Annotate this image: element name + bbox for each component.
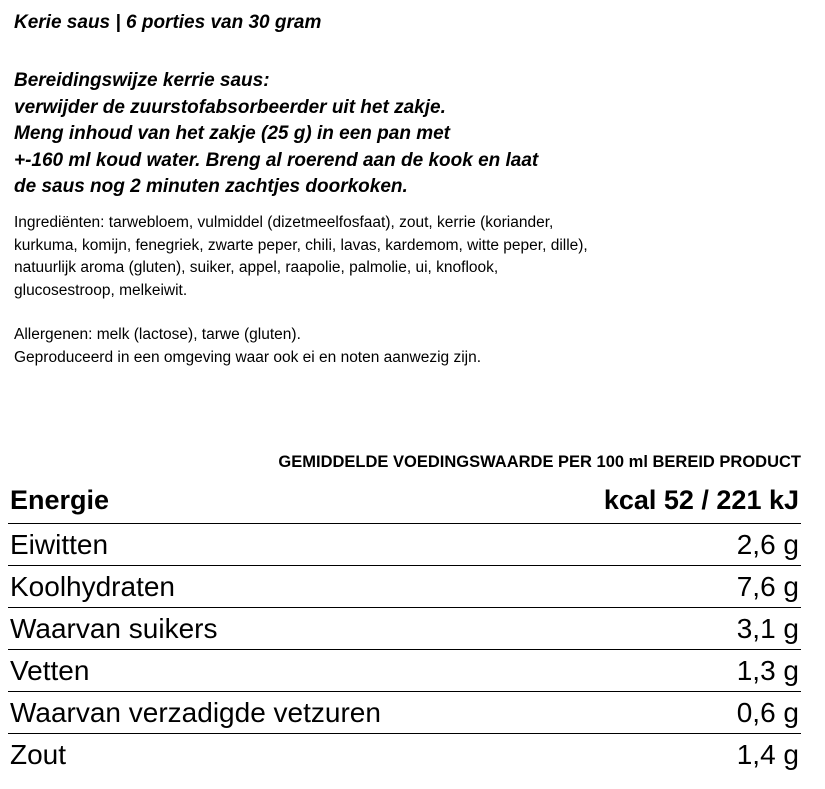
nutrition-header: GEMIDDELDE VOEDINGSWAARDE PER 100 ml BEREID PRODUCT xyxy=(278,453,801,471)
nutrition-label: Waarvan suikers xyxy=(10,612,218,644)
ingredients-line: Ingrediënten: tarwebloem, vulmiddel (dizetmeelfosfaat), zout, kerrie (koriander, xyxy=(14,214,554,231)
nutrition-value: 1,4 g xyxy=(736,739,799,770)
ingredients-line: natuurlijk aroma (gluten), suiker, appel, raapolie, palmolie, ui, knoflook, xyxy=(14,259,499,276)
ingredients-list xyxy=(14,212,588,302)
ingredients-line: kurkuma, komijn, fenegriek, zwarte peper, chili, lavas, kardemom, witte peper, dille), xyxy=(14,236,588,254)
preparation-line: Bereidingswijze kerrie saus: xyxy=(14,70,270,91)
nutrition-label: Koolhydraten xyxy=(10,570,176,602)
nutrition-row-salt xyxy=(8,734,801,776)
nutrition-table xyxy=(8,478,801,776)
preparation-line: verwijder de zuurstofabsorbeerder uit het zakje. xyxy=(14,96,446,118)
nutrition-row-fats xyxy=(8,650,801,692)
allergens-line: Allergenen: melk (lactose), tarwe (gluten). xyxy=(14,326,301,343)
preparation-line: Meng inhoud van het zakje (25 g) in een pan met xyxy=(14,123,451,144)
nutrition-value: 3,1 g xyxy=(736,612,799,644)
product-title: Kerie saus | 6 porties van 30 gram xyxy=(14,12,322,33)
allergens-info xyxy=(14,324,481,369)
allergens-line: Geproduceerd in een omgeving waar ook ei en noten aanwezig zijn. xyxy=(14,348,482,366)
nutrition-row-carbohydrates xyxy=(8,566,801,608)
nutrition-value: 0,6 g xyxy=(736,696,799,728)
nutrition-label: Eiwitten xyxy=(10,528,109,560)
nutrition-label: Vetten xyxy=(10,654,90,686)
nutrition-row-sugars xyxy=(8,608,801,650)
nutrition-label: Zout xyxy=(10,739,67,770)
nutrition-row-saturated-fats xyxy=(8,692,801,734)
preparation-line: de saus nog 2 minuten zachtjes doorkoken. xyxy=(14,176,408,197)
preparation-instructions xyxy=(14,68,538,201)
nutrition-value: 2,6 g xyxy=(736,528,799,560)
nutrition-value: 7,6 g xyxy=(736,570,799,602)
nutrition-value: 1,3 g xyxy=(736,654,799,686)
preparation-line: +-160 ml koud water. Breng al roerend aan de kook en laat xyxy=(14,149,539,171)
nutrition-row-energy xyxy=(8,478,801,524)
nutrition-label: Waarvan verzadigde vetzuren xyxy=(10,696,381,728)
ingredients-line: glucosestroop, melkeiwit. xyxy=(14,281,188,299)
nutrition-row-protein xyxy=(8,524,801,566)
nutrition-label: Energie xyxy=(10,485,110,515)
nutrition-value: kcal 52 / 221 kJ xyxy=(603,485,799,515)
